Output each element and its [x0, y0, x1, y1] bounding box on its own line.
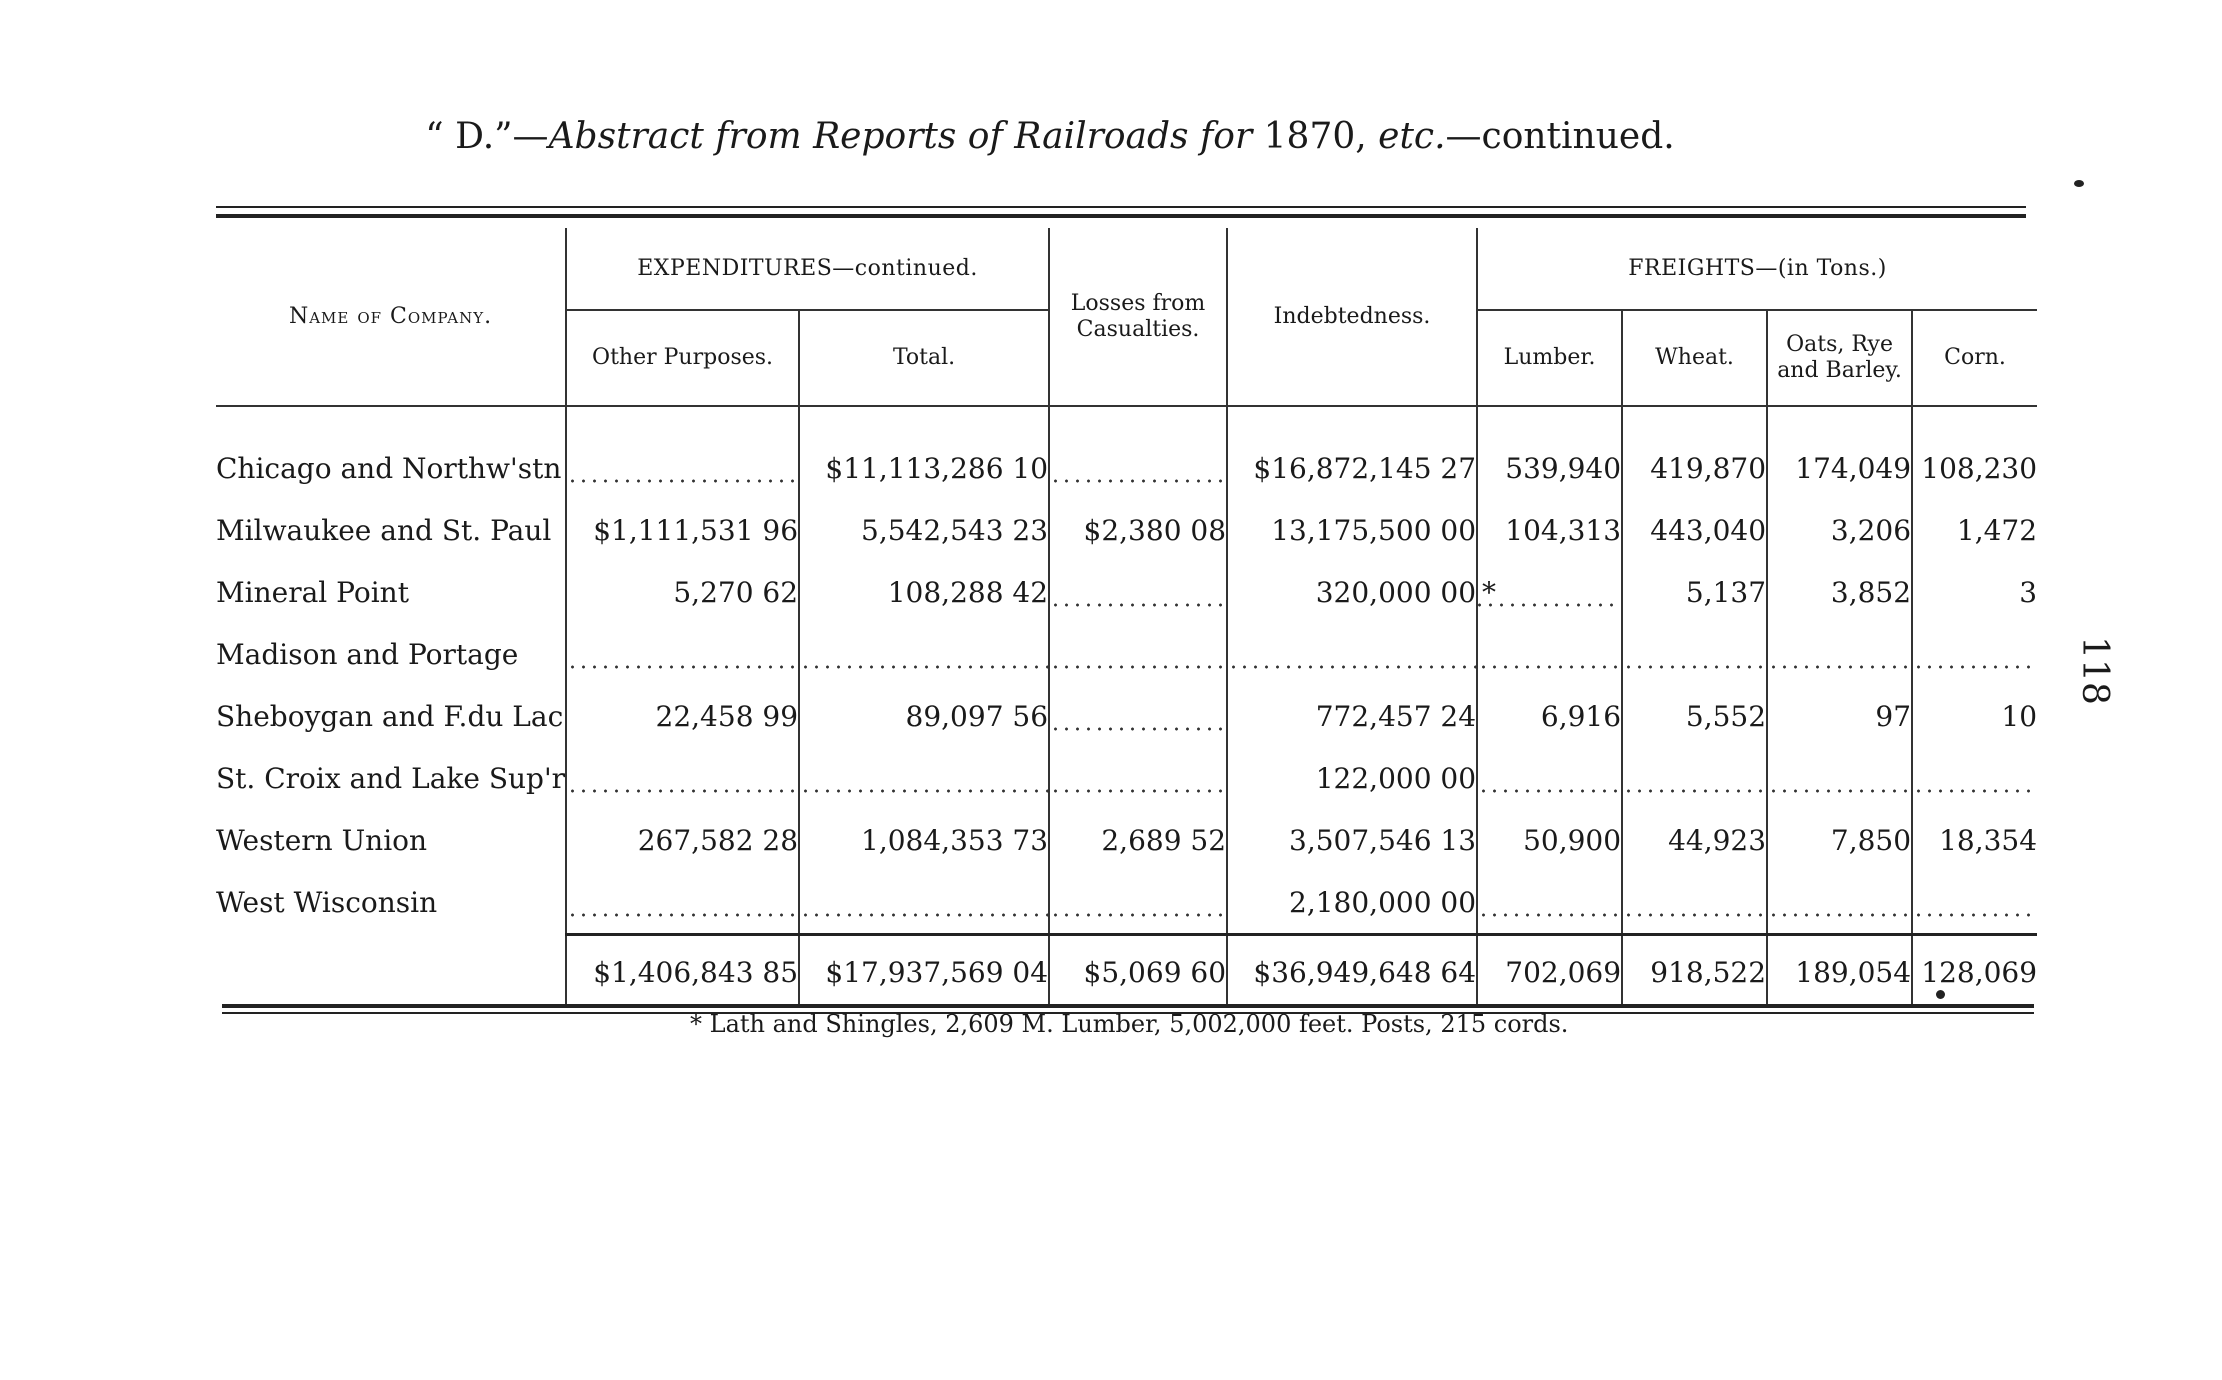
other-cell: $1,111,531 96: [566, 499, 799, 561]
totals-other: $1,406,843 85: [566, 935, 799, 1009]
losses-cell: 2,689 52: [1049, 809, 1227, 871]
total-cell: [799, 747, 1049, 809]
table-row: [216, 499, 2037, 561]
indebtedness-cell: 772,457 24: [1227, 685, 1477, 747]
indebtedness-cell: 13,175,500 00: [1227, 499, 1477, 561]
lumber-cell: [1477, 747, 1622, 809]
oats-cell: 97: [1767, 685, 1912, 747]
table-row: [216, 871, 2037, 935]
table-row: [216, 685, 2037, 747]
header-wheat: Wheat.: [1622, 310, 1767, 406]
company-name-cell: West Wisconsin: [216, 886, 438, 920]
corn-cell: 3: [1912, 561, 2037, 623]
lumber-cell: 539,940: [1477, 437, 1622, 499]
corn-cell: [1912, 871, 2037, 935]
other-cell: [566, 437, 799, 499]
other-cell: [566, 623, 799, 685]
table-row: [216, 623, 2037, 685]
oats-cell: [1767, 747, 1912, 809]
header-oats-line1: Oats, Rye: [1786, 332, 1893, 357]
header-other-purposes: Other Purposes.: [566, 310, 799, 406]
wheat-cell: [1622, 623, 1767, 685]
header-indebtedness: Indebtedness.: [1227, 228, 1477, 406]
header-oats-line2: and Barley.: [1777, 358, 1902, 383]
total-cell: 1,084,353 73: [799, 809, 1049, 871]
title-label: “ D.”—: [425, 116, 549, 157]
lumber-cell: [1477, 871, 1622, 935]
other-cell: [566, 747, 799, 809]
header-oats-rye-barley: [1767, 310, 1912, 406]
table-body: [216, 406, 2037, 935]
ink-blot: [2074, 180, 2084, 187]
wheat-cell: 44,923: [1622, 809, 1767, 871]
oats-cell: 3,206: [1767, 499, 1912, 561]
table-row: [216, 437, 2037, 499]
wheat-cell: 5,552: [1622, 685, 1767, 747]
company-name-cell: St. Croix and Lake Sup'r: [216, 761, 566, 795]
totals-name-cell: [216, 935, 566, 1009]
lumber-cell: 6,916: [1477, 685, 1622, 747]
other-cell: 22,458 99: [566, 685, 799, 747]
lumber-cell: 104,313: [1477, 499, 1622, 561]
total-cell: 5,542,543 23: [799, 499, 1049, 561]
losses-cell: [1049, 623, 1227, 685]
indebtedness-cell: 320,000 00: [1227, 561, 1477, 623]
totals-lumber: 702,069: [1477, 935, 1622, 1009]
table-row: [216, 561, 2037, 623]
company-name-cell: Western Union: [216, 823, 428, 857]
oats-cell: 7,850: [1767, 809, 1912, 871]
wheat-cell: [1622, 871, 1767, 935]
corn-cell: 1,472: [1912, 499, 2037, 561]
lumber-cell: 50,900: [1477, 809, 1622, 871]
indebtedness-cell: [1227, 623, 1477, 685]
totals-row: [216, 935, 2037, 1009]
company-name-cell: Milwaukee and St. Paul: [216, 513, 552, 547]
lumber-cell: *: [1477, 561, 1622, 623]
other-cell: 5,270 62: [566, 561, 799, 623]
corn-cell: 108,230: [1912, 437, 2037, 499]
title-italic: Abstract from Reports of Railroads for: [548, 116, 1253, 157]
header-losses-line2: Casualties.: [1076, 316, 1200, 342]
totals-losses: $5,069 60: [1049, 935, 1227, 1009]
abstract-table: [216, 228, 2037, 1008]
oats-cell: 3,852: [1767, 561, 1912, 623]
oats-cell: [1767, 623, 1912, 685]
company-name-cell: Mineral Point: [216, 575, 409, 609]
totals-corn: 128,069: [1912, 935, 2037, 1009]
totals-oats: 189,054: [1767, 935, 1912, 1009]
page-title: [400, 116, 1700, 157]
totals-indebtedness: $36,949,648 64: [1227, 935, 1477, 1009]
wheat-cell: [1622, 747, 1767, 809]
top-rule-thin: [216, 206, 2026, 208]
total-cell: [799, 623, 1049, 685]
top-rule-thick: [216, 214, 2026, 218]
losses-cell: [1049, 871, 1227, 935]
wheat-cell: 443,040: [1622, 499, 1767, 561]
corn-cell: [1912, 747, 2037, 809]
header-freights-group: FREIGHTS—(in Tons.): [1477, 228, 2037, 310]
company-name-cell: Chicago and Northw'stn: [216, 451, 562, 485]
header-lumber: Lumber.: [1477, 310, 1622, 406]
header-total: Total.: [799, 310, 1049, 406]
title-suffix: —continued.: [1445, 116, 1675, 157]
totals-total: $17,937,569 04: [799, 935, 1049, 1009]
other-cell: [566, 871, 799, 935]
total-cell: $11,113,286 10: [799, 437, 1049, 499]
indebtedness-cell: $16,872,145 27: [1227, 437, 1477, 499]
header-losses: [1049, 228, 1227, 406]
header-expenditures-group: EXPENDITURES—continued.: [566, 228, 1049, 310]
other-cell: 267,582 28: [566, 809, 799, 871]
lumber-cell: [1477, 623, 1622, 685]
title-year: 1870,: [1252, 116, 1379, 157]
header-losses-line1: Losses from: [1070, 290, 1206, 316]
total-cell: [799, 871, 1049, 935]
company-name-cell: Sheboygan and F.du Lac: [216, 699, 564, 733]
spacer-row: [216, 406, 2037, 437]
table-row: [216, 809, 2037, 871]
losses-cell: [1049, 747, 1227, 809]
ink-blot: [1936, 990, 1945, 999]
losses-cell: [1049, 685, 1227, 747]
losses-cell: [1049, 561, 1227, 623]
totals-wheat: 918,522: [1622, 935, 1767, 1009]
corn-cell: 10: [1912, 685, 2037, 747]
indebtedness-cell: 122,000 00: [1227, 747, 1477, 809]
title-etc: etc.: [1378, 116, 1446, 157]
indebtedness-cell: 2,180,000 00: [1227, 871, 1477, 935]
corn-cell: 18,354: [1912, 809, 2037, 871]
total-cell: 89,097 56: [799, 685, 1049, 747]
wheat-cell: 5,137: [1622, 561, 1767, 623]
oats-cell: [1767, 871, 1912, 935]
corn-cell: [1912, 623, 2037, 685]
losses-cell: [1049, 437, 1227, 499]
footnote: * Lath and Shingles, 2,609 M. Lumber, 5,002,000 feet. Posts, 215 cords.: [690, 1010, 1569, 1038]
oats-cell: 174,049: [1767, 437, 1912, 499]
wheat-cell: 419,870: [1622, 437, 1767, 499]
bottom-rule-thick: [222, 1004, 2034, 1008]
table-row: [216, 747, 2037, 809]
header-name-of-company: Name of Company.: [216, 228, 566, 406]
header-corn: Corn.: [1912, 310, 2037, 406]
company-name-cell: Madison and Portage: [216, 637, 519, 671]
total-cell: 108,288 42: [799, 561, 1049, 623]
page-number: 118: [2073, 636, 2115, 705]
losses-cell: $2,380 08: [1049, 499, 1227, 561]
indebtedness-cell: 3,507,546 13: [1227, 809, 1477, 871]
